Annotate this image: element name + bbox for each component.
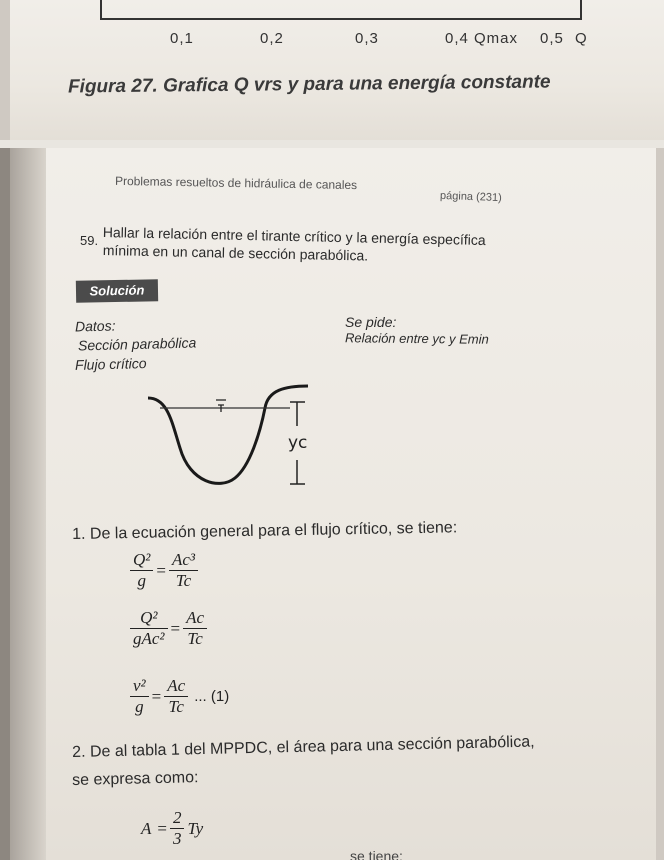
eq-term: g bbox=[135, 697, 144, 716]
eq-term: Tc bbox=[175, 571, 192, 590]
se-pide-label: Se pide: bbox=[345, 314, 397, 330]
eq-term: gAc² bbox=[133, 629, 165, 648]
tick-label: Q bbox=[575, 30, 588, 47]
eq-term: Ac bbox=[183, 608, 207, 629]
equation-3: $\frac{\text{v²}}{g}$ = $\frac{Ac}{Tc}$ ... (1) bbox=[130, 676, 229, 717]
tick-label: 0,2 bbox=[260, 30, 284, 47]
cut-off-text: se tiene: bbox=[350, 848, 403, 860]
chart-axis bbox=[100, 0, 582, 20]
eq-term: Tc bbox=[168, 697, 184, 716]
se-pide-value: Relación entre yc y Emin bbox=[344, 330, 489, 347]
problem-statement-line1: Hallar la relación entre el tirante crítico y la energía específica bbox=[102, 224, 486, 249]
eq-term: Q² bbox=[130, 550, 153, 571]
current-page bbox=[10, 148, 656, 860]
datos-flow: Flujo crítico bbox=[74, 355, 147, 373]
eq-term: Q² bbox=[130, 608, 168, 629]
problem-statement-line2: mínima en un canal de sección parabólica. bbox=[102, 242, 369, 264]
eq-term: v² bbox=[130, 676, 149, 697]
datos-label: Datos: bbox=[74, 317, 116, 335]
equation-number: ... (1) bbox=[194, 688, 230, 705]
eq-term: Tc bbox=[187, 629, 203, 648]
eq-term: Ac³ bbox=[169, 550, 198, 571]
step-2-text-line1: 2. De al tabla 1 del MPPDC, el área para una sección parabólica, bbox=[72, 733, 535, 761]
tick-label: 0,3 bbox=[355, 30, 379, 47]
eq-term: 2 bbox=[170, 808, 185, 829]
step-1-text: 1. De la ecuación general para el flujo crítico, se tiene: bbox=[72, 519, 458, 543]
equation-2: $\frac{\text{Q²}}{\text{gAc²}}$ = $\frac{Ac}{Tc}$ bbox=[130, 608, 207, 649]
page-number: página (231) bbox=[439, 189, 502, 205]
figure-caption: Figura 27. Grafica Q vrs y para una energía constante bbox=[67, 71, 551, 98]
equation-area: A = $\frac{2}{3}$ Ty bbox=[141, 808, 204, 848]
problem-number: 59. bbox=[80, 233, 99, 248]
solution-badge: Solución bbox=[76, 279, 158, 302]
page-gap bbox=[0, 140, 664, 148]
step-2-text-line2: se expresa como: bbox=[72, 769, 199, 789]
eq-term: Ty bbox=[187, 818, 204, 838]
previous-page bbox=[10, 0, 664, 140]
eq-term: Ac bbox=[164, 676, 188, 697]
eq-term: 3 bbox=[172, 829, 182, 848]
tick-label: 0,5 bbox=[540, 30, 564, 47]
equation-1: $\frac{\text{Q²}}{g}$ = $\frac{\text{Ac³}}{Tc}$ bbox=[130, 550, 198, 591]
tick-label: 0,4 Qmax bbox=[445, 30, 519, 47]
yc-label: yc bbox=[288, 433, 308, 453]
page-header: Problemas resueltos de hidráulica de canales bbox=[114, 173, 358, 193]
eq-term: A bbox=[141, 818, 152, 838]
eq-term: g bbox=[137, 571, 146, 590]
tick-label: 0,1 bbox=[170, 30, 194, 47]
parabolic-channel-diagram bbox=[120, 378, 320, 498]
datos-section: Sección parabólica bbox=[77, 334, 197, 354]
